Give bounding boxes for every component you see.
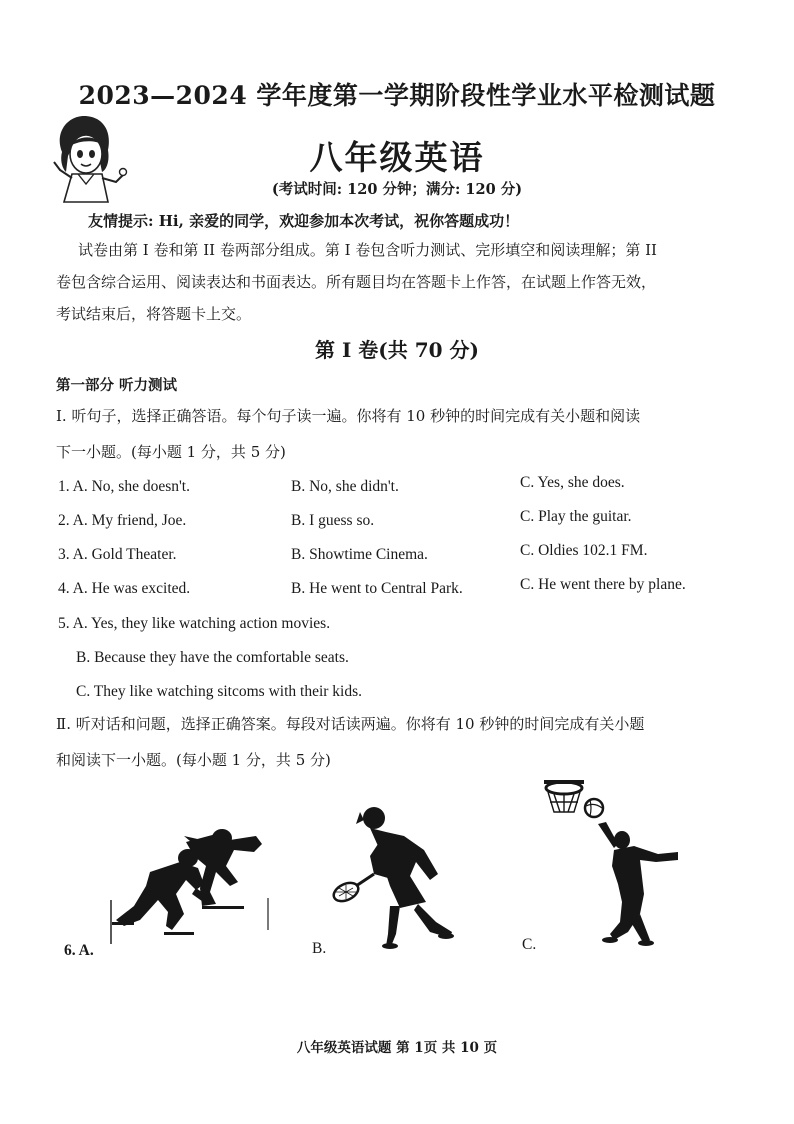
q4-option-a: 4. A. He was excited.	[58, 580, 191, 597]
part-label-listening: 第一部分 听力测试	[56, 377, 178, 394]
part-ii-instruction-line-1: Ⅱ. 听对话和问题，选择正确答案。每段对话读两遍。你将有 10 秒钟的时间完成有关小题	[56, 715, 645, 733]
q2-option-c: C. Play the guitar.	[520, 508, 632, 525]
part-i-instruction-line-2: 下一小题。(每小题 1 分，共 5 分)	[56, 443, 286, 461]
instructions-line-2: 卷包含综合运用、阅读表达和书面表达。所有题目均在答题卡上作答，在试题上作答无效，	[56, 273, 657, 291]
part-ii-instruction-line-2: 和阅读下一小题。(每小题 1 分，共 5 分)	[56, 751, 331, 769]
page-footer: 八年级英语试题 第 1页 共 10 页	[296, 1040, 498, 1056]
part-i-instruction-line-1: Ⅰ. 听句子，选择正确答语。每个句子读一遍。你将有 10 秒钟的时间完成有关小题和阅读	[56, 407, 641, 425]
friendly-tip: 友情提示: Hi, 亲爱的同学，欢迎参加本次考试，祝你答题成功！	[88, 212, 520, 230]
q2-option-b: B. I guess so.	[291, 512, 375, 529]
instructions-line-1	[56, 234, 740, 266]
q3-option-a: 3. A. Gold Theater.	[58, 546, 177, 563]
basketball-player-image	[540, 774, 684, 950]
q6-option-a: 6. A.	[64, 942, 94, 959]
main-title: 2023—2024 学年度第一学期阶段性学业水平检测试题	[78, 81, 716, 110]
q1-option-a: 1. A. No, she doesn't.	[58, 478, 190, 495]
speed-skaters-image	[106, 822, 276, 944]
q5-option-a: 5. A. Yes, they like watching action movies.	[58, 615, 331, 632]
instructions-line-3: 考试结束后，将答题卡上交。	[56, 305, 252, 323]
instructions-line-1-text: 试卷由第 I 卷和第 II 卷两部分组成。第 I 卷包含听力测试、完形填空和阅读理解；第 II	[78, 241, 657, 259]
subject-title: 八年级英语	[309, 138, 485, 177]
exam-info: (考试时间: 120 分钟；满分: 120 分)	[271, 181, 523, 198]
q2-option-a: 2. A. My friend, Joe.	[58, 512, 187, 529]
q3-option-c: C. Oldies 102.1 FM.	[520, 542, 648, 559]
q6-option-b: B.	[312, 940, 327, 957]
section-title: 第 I 卷(共 70 分)	[315, 338, 479, 362]
q4-option-c: C. He went there by plane.	[520, 576, 686, 593]
q3-option-b: B. Showtime Cinema.	[291, 546, 428, 563]
q5-option-c: C. They like watching sitcoms with their kids.	[76, 683, 363, 700]
q4-option-b: B. He went to Central Park.	[291, 580, 463, 597]
tennis-player-image	[330, 806, 456, 952]
q6-option-c: C.	[522, 936, 537, 953]
q1-option-b: B. No, she didn't.	[291, 478, 399, 495]
q5-option-b: B. Because they have the comfortable seats.	[76, 649, 349, 666]
q1-option-c: C. Yes, she does.	[520, 474, 625, 491]
